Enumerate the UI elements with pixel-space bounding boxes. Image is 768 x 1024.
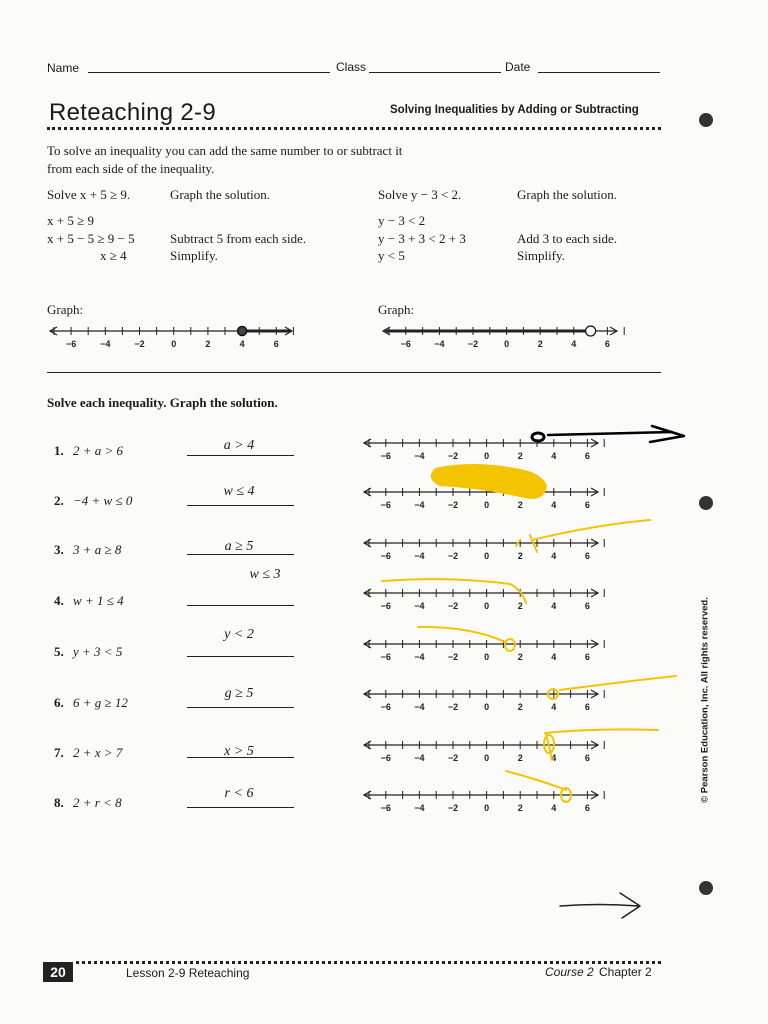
problem-number: 2. (54, 493, 64, 508)
tick-label: 0 (484, 451, 490, 461)
tick-label: 6 (273, 339, 279, 349)
tick-label: 6 (584, 601, 590, 611)
tick-label: 4 (551, 601, 557, 611)
tick-label: 2 (517, 451, 523, 461)
tick-label: −2 (467, 339, 479, 349)
tick-label: 0 (484, 803, 490, 813)
tick-label: 4 (551, 652, 557, 662)
problem-number: 1. (54, 443, 64, 458)
problem-number-line (364, 589, 604, 611)
example1-step-2-note: Subtract 5 from each side. (170, 231, 307, 246)
tick-label: 6 (584, 500, 590, 510)
tick-label: −4 (414, 753, 425, 763)
example2-graph-prompt: Graph the solution. (517, 187, 618, 202)
example2-graph-label: Graph: (378, 302, 415, 317)
example1-step-3-note: Simplify. (170, 248, 218, 263)
instructions: Solve each inequality. Graph the solution. (47, 395, 278, 410)
tick-label: −6 (400, 339, 411, 349)
tick-label: 0 (484, 753, 490, 763)
tick-label: −6 (380, 702, 391, 712)
tick-label: −6 (65, 339, 77, 349)
pen-open-circle-1 (532, 433, 544, 441)
intro-line-1: To solve an inequality you can add the same number to or subtract it (47, 143, 403, 158)
example2-number-line (383, 326, 624, 349)
tick-label: 0 (484, 652, 490, 662)
example2-step-3: y < 5 (378, 248, 405, 263)
tick-label: 0 (484, 702, 490, 712)
footer-dotted-rule (76, 961, 661, 964)
footer-course: Course 2 (545, 965, 594, 979)
tick-label: 6 (584, 803, 590, 813)
tick-label: 0 (484, 551, 490, 561)
example2-step-3-note: Simplify. (517, 248, 565, 263)
page-subtitle: Solving Inequalities by Adding or Subtracting (390, 104, 639, 116)
tick-label: −4 (414, 652, 425, 662)
problem-text: 2 + x > 7 (73, 745, 123, 760)
page-title: Reteaching 2-9 (49, 99, 216, 126)
highlight-circle-5 (505, 639, 515, 651)
handwritten-answer: w ≤ 4 (223, 484, 255, 499)
tick-label: −2 (134, 339, 145, 349)
tick-label: −6 (380, 451, 391, 461)
tick-label: 2 (517, 753, 523, 763)
problem-number: 8. (54, 795, 64, 810)
binder-hole-top (699, 113, 713, 127)
tick-label: 2 (537, 339, 543, 349)
problem-number-line (364, 488, 604, 510)
highlight-stroke-3 (516, 520, 650, 552)
page-number: 20 (43, 962, 73, 982)
tick-label: −2 (447, 652, 459, 662)
tick-label: 6 (584, 551, 590, 561)
tick-label: 4 (551, 451, 557, 461)
tick-label: −2 (447, 551, 459, 561)
tick-label: −4 (414, 702, 425, 712)
tick-label: 6 (584, 451, 590, 461)
problem-number-line (364, 741, 604, 763)
example1-graph-prompt: Graph the solution. (170, 187, 271, 202)
problem-text: 6 + g ≥ 12 (73, 695, 128, 710)
problem-text: 2 + r < 8 (73, 795, 122, 810)
tick-label: 6 (604, 339, 610, 349)
tick-label: 2 (517, 601, 523, 611)
tick-label: −2 (447, 500, 459, 510)
problem-number: 7. (54, 745, 64, 760)
binder-hole-bottom (699, 881, 713, 895)
example1-number-line (50, 327, 293, 350)
problem-text: 3 + a ≥ 8 (73, 542, 122, 557)
handwritten-answer: g ≥ 5 (224, 686, 254, 701)
tick-label: 2 (517, 652, 523, 662)
handwritten-answer: a > 4 (223, 438, 255, 453)
tick-label: 0 (484, 500, 490, 510)
problem-text: 2 + a > 6 (73, 443, 124, 458)
tick-label: −6 (380, 500, 391, 510)
footer-chapter: Chapter 2 (599, 965, 652, 979)
problem-number-line (364, 640, 604, 662)
tick-label: 2 (517, 803, 523, 813)
example2-prompt: Solve y − 3 < 2. (378, 187, 462, 202)
tick-label: 4 (551, 551, 557, 561)
tick-label: −6 (380, 551, 391, 561)
highlight-stroke-6 (560, 676, 676, 690)
handwritten-answer: y < 2 (224, 627, 254, 642)
example2-step-1: y − 3 < 2 (378, 213, 426, 228)
problem-number: 4. (54, 593, 64, 608)
example1-graph-label: Graph: (47, 302, 84, 317)
tick-label: 2 (517, 551, 523, 561)
problem-number: 6. (54, 695, 64, 710)
tick-label: −4 (414, 601, 425, 611)
tick-label: 4 (239, 339, 245, 349)
example1-step-2: x + 5 − 5 ≥ 9 − 5 (47, 231, 135, 246)
example1-step-3: x ≥ 4 (100, 248, 127, 263)
example1-step-1: x + 5 ≥ 9 (47, 213, 94, 228)
tick-label: 2 (205, 339, 211, 349)
tick-label: 4 (551, 803, 557, 813)
tick-label: −4 (434, 339, 445, 349)
pen-arrow-1 (548, 426, 684, 442)
date-label: Date (505, 60, 531, 74)
class-label: Class (336, 60, 367, 74)
tick-label: 6 (584, 702, 590, 712)
tick-label: −2 (447, 753, 459, 763)
open-dot (586, 326, 596, 336)
highlight-stroke-4 (382, 579, 526, 603)
tick-label: 0 (171, 339, 177, 349)
problem-text: y + 3 < 5 (73, 644, 123, 659)
footer-lesson: Lesson 2-9 Reteaching (126, 966, 250, 980)
tick-label: 2 (517, 702, 523, 712)
tick-label: 6 (584, 753, 590, 763)
problem-number-line (364, 439, 604, 461)
copyright-notice: © Pearson Education, Inc. All rights reserved. (699, 597, 711, 803)
tick-label: −2 (447, 803, 459, 813)
tick-label: 0 (484, 601, 490, 611)
tick-label: −2 (447, 601, 459, 611)
problem-number: 5. (54, 644, 64, 659)
tick-label: −4 (414, 551, 425, 561)
handwritten-answer: a ≥ 5 (224, 539, 254, 554)
problem-text: w + 1 ≤ 4 (73, 593, 124, 608)
tick-label: −2 (447, 702, 459, 712)
tick-label: 6 (584, 652, 590, 662)
problem-number-line (364, 690, 604, 712)
tick-label: −4 (414, 451, 425, 461)
tick-label: −4 (414, 803, 425, 813)
tick-label: 4 (551, 500, 557, 510)
tick-label: −2 (447, 451, 459, 461)
tick-label: −6 (380, 652, 391, 662)
tick-label: 2 (517, 500, 523, 510)
handwritten-answer: x > 5 (224, 744, 254, 759)
tick-label: 4 (551, 702, 557, 712)
tick-label: −6 (380, 753, 391, 763)
example2-step-2-note: Add 3 to each side. (517, 231, 618, 246)
problem-text: −4 + w ≤ 0 (73, 493, 133, 508)
tick-label: 4 (551, 753, 557, 763)
problem-number: 3. (54, 542, 64, 557)
highlight-stroke-8 (506, 771, 566, 790)
pen-arrow-bottom (560, 893, 640, 918)
example2-step-2: y − 3 + 3 < 2 + 3 (378, 231, 466, 246)
binder-hole-middle (699, 496, 713, 510)
tick-label: 4 (571, 339, 577, 349)
intro-line-2: from each side of the inequality. (47, 161, 215, 176)
tick-label: 0 (504, 339, 510, 349)
problem-number-line (364, 539, 604, 561)
highlight-stroke-5 (418, 627, 505, 642)
closed-dot (238, 327, 247, 336)
example1-prompt: Solve x + 5 ≥ 9. (47, 187, 131, 202)
tick-label: −6 (380, 601, 391, 611)
handwritten-answer: r < 6 (224, 786, 254, 801)
tick-label: −4 (414, 500, 425, 510)
tick-label: −4 (100, 339, 111, 349)
name-label: Name (47, 61, 80, 75)
tick-label: −6 (380, 803, 391, 813)
handwritten-answer: w ≤ 3 (249, 567, 281, 582)
